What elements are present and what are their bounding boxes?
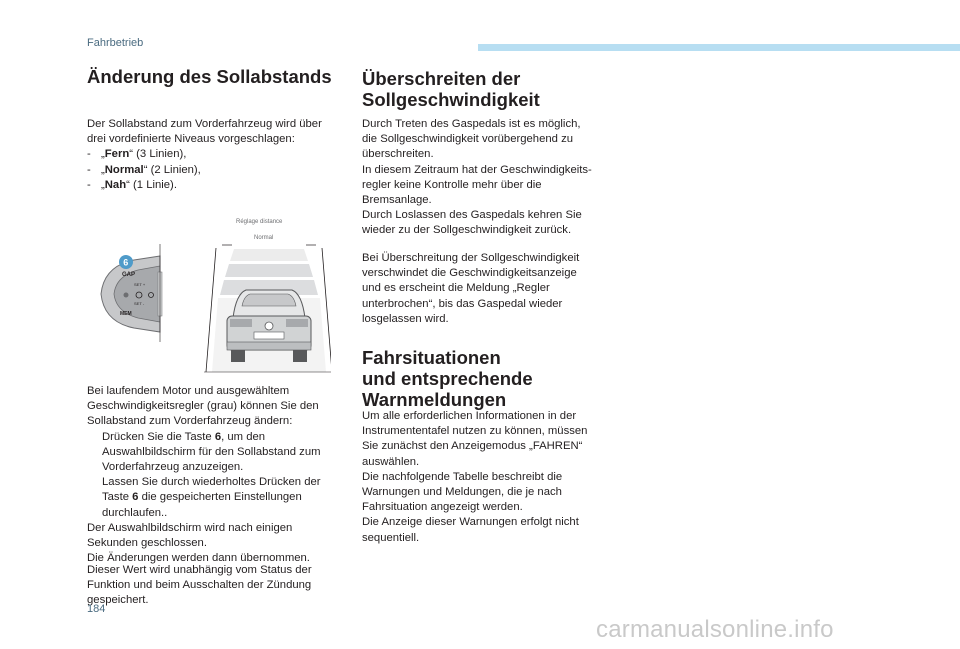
distance-setting-illustration bbox=[96, 214, 331, 374]
left-heading: Änderung des Sollabstands bbox=[87, 66, 332, 87]
right-para-2 bbox=[362, 251, 632, 327]
text: , um den bbox=[221, 430, 266, 443]
button-number: 6 bbox=[123, 257, 129, 268]
text-line: Die Anzeige dieser Warnungen erfolgt nicht bbox=[362, 516, 579, 529]
text: die gespeicherten Einstellungen bbox=[138, 491, 302, 504]
text: Lassen Sie durch wiederholtes Drücken der bbox=[102, 476, 321, 489]
text-line: Funktion und beim Ausschalten der Zündung bbox=[87, 579, 312, 592]
text-line: Bei Überschreitung der Sollgeschwindigkeit bbox=[362, 252, 580, 264]
switch-label-top: GAP bbox=[122, 272, 136, 278]
text-line bbox=[87, 490, 349, 505]
heading-line: Sollgeschwindigkeit bbox=[362, 89, 540, 110]
button-6-marker bbox=[119, 255, 133, 269]
text-line: Die nachfolgende Tabelle beschreibt die bbox=[362, 470, 563, 483]
text-line: Fahrsituation angezeigt werden. bbox=[362, 501, 523, 514]
text: Drücken Sie die Taste bbox=[102, 430, 215, 443]
left-para-1 bbox=[87, 384, 349, 566]
text-line: sequentiell. bbox=[362, 531, 420, 544]
text-line: Instrumententafel nutzen zu können, müssen bbox=[362, 425, 588, 438]
switch-label-set-minus: SET - bbox=[134, 301, 145, 306]
text-line: Der Auswahlbildschirm wird nach einigen bbox=[87, 521, 293, 534]
text-line: verschwindet die Geschwindigkeitsanzeige bbox=[362, 267, 577, 280]
level-desc: “ (1 Linie). bbox=[126, 178, 177, 191]
level-name: Normal bbox=[104, 163, 144, 176]
dash: - bbox=[87, 163, 91, 176]
dash: - bbox=[87, 148, 91, 161]
key-number: 6 bbox=[132, 491, 139, 504]
text-line: In diesem Zeitraum hat der Geschwindigkeits- bbox=[362, 163, 592, 176]
text-line: und es erscheint die Meldung „Regler bbox=[362, 282, 550, 295]
level-desc: “ (3 Linien), bbox=[129, 148, 187, 161]
text-line: unterbrochen“, bis das Gaspedal wieder bbox=[362, 297, 563, 310]
left-intro bbox=[87, 117, 349, 193]
text-line: Der Sollabstand zum Vorderfahrzeug wird über bbox=[87, 118, 322, 130]
text-line: regler keine Kontrolle mehr über die bbox=[362, 178, 542, 191]
right-heading-2 bbox=[362, 347, 622, 410]
text-line: Geschwindigkeitsregler (grau) können Sie den bbox=[87, 400, 319, 413]
right-heading-1 bbox=[362, 68, 622, 110]
text-line: Die Änderungen werden dann übernommen. bbox=[87, 552, 310, 565]
text-line: durchlaufen.. bbox=[102, 506, 168, 519]
text-line: Durch Treten des Gaspedals ist es möglich, bbox=[362, 118, 581, 130]
text-line: gespeichert. bbox=[87, 594, 149, 607]
level-item-normal bbox=[87, 163, 349, 178]
text: Taste bbox=[102, 491, 133, 504]
text-line: auswählen. bbox=[362, 455, 420, 468]
right-para-3 bbox=[362, 409, 632, 546]
heading-line: Fahrsituationen bbox=[362, 347, 501, 368]
text-line: Durch Loslassen des Gaspedals kehren Sie bbox=[362, 209, 582, 222]
key-number: 6 bbox=[214, 430, 222, 443]
right-para-1 bbox=[362, 117, 632, 239]
bullet-item bbox=[87, 475, 349, 490]
text-line: Sollabstand zum Vorderfahrzeug ändern: bbox=[87, 415, 293, 428]
level-name: Nah bbox=[104, 178, 127, 191]
heading-line: und entsprechende bbox=[362, 368, 533, 389]
text-line: Sie zunächst den Anzeigemodus „FAHREN“ bbox=[362, 440, 583, 453]
header-bar bbox=[478, 44, 960, 51]
bullet-icon bbox=[87, 430, 102, 445]
screen-mode: Normal bbox=[254, 235, 274, 241]
dash: - bbox=[87, 178, 91, 191]
text-line: Sekunden geschlossen. bbox=[87, 537, 207, 550]
text-line: wieder zu der Sollgeschwindigkeit zurück. bbox=[362, 224, 572, 237]
heading-line: Überschreiten der bbox=[362, 68, 521, 89]
bullet-item bbox=[87, 430, 349, 445]
text-line: überschreiten. bbox=[362, 148, 434, 161]
quote-open: „ bbox=[101, 148, 105, 161]
screen-title: Réglage distance bbox=[236, 219, 283, 225]
text-line: Um alle erforderlichen Informationen in der bbox=[362, 410, 577, 422]
level-item-fern bbox=[87, 147, 349, 162]
page-number: 184 bbox=[87, 603, 106, 615]
level-item-nah bbox=[87, 178, 349, 193]
text-line: die Sollgeschwindigkeit vorübergehend zu bbox=[362, 133, 574, 146]
level-desc: “ (2 Linien), bbox=[143, 163, 201, 176]
text-line: Bei laufendem Motor und ausgewähltem bbox=[87, 385, 290, 397]
text-line: drei vordefinierte Niveaus vorgeschlagen: bbox=[87, 133, 295, 146]
text-line: Vorderfahrzeug anzuzeigen. bbox=[102, 461, 244, 474]
section-header: Fahrbetrieb bbox=[87, 37, 144, 49]
switch-label-bottom: MEM bbox=[120, 311, 132, 317]
text-line: Bremsanlage. bbox=[362, 194, 432, 207]
distance-display-screen bbox=[204, 219, 331, 372]
text-line: Warnungen und Meldungen, die je nach bbox=[362, 486, 562, 499]
quote-open: „ bbox=[101, 163, 105, 176]
quote-open: „ bbox=[101, 178, 105, 191]
heading-line: Warnmeldungen bbox=[362, 389, 507, 410]
left-para-3 bbox=[87, 563, 349, 609]
bullet-icon bbox=[87, 475, 102, 490]
level-name: Fern bbox=[104, 148, 130, 161]
text-line: Dieser Wert wird unabhängig vom Status der bbox=[87, 564, 312, 576]
text-line: losgelassen wird. bbox=[362, 312, 449, 325]
switch-label-set-plus: SET + bbox=[134, 282, 146, 287]
watermark: carmanualsonline.info bbox=[596, 616, 834, 643]
text-line: Auswahlbildschirm für den Sollabstand zum bbox=[102, 445, 321, 458]
